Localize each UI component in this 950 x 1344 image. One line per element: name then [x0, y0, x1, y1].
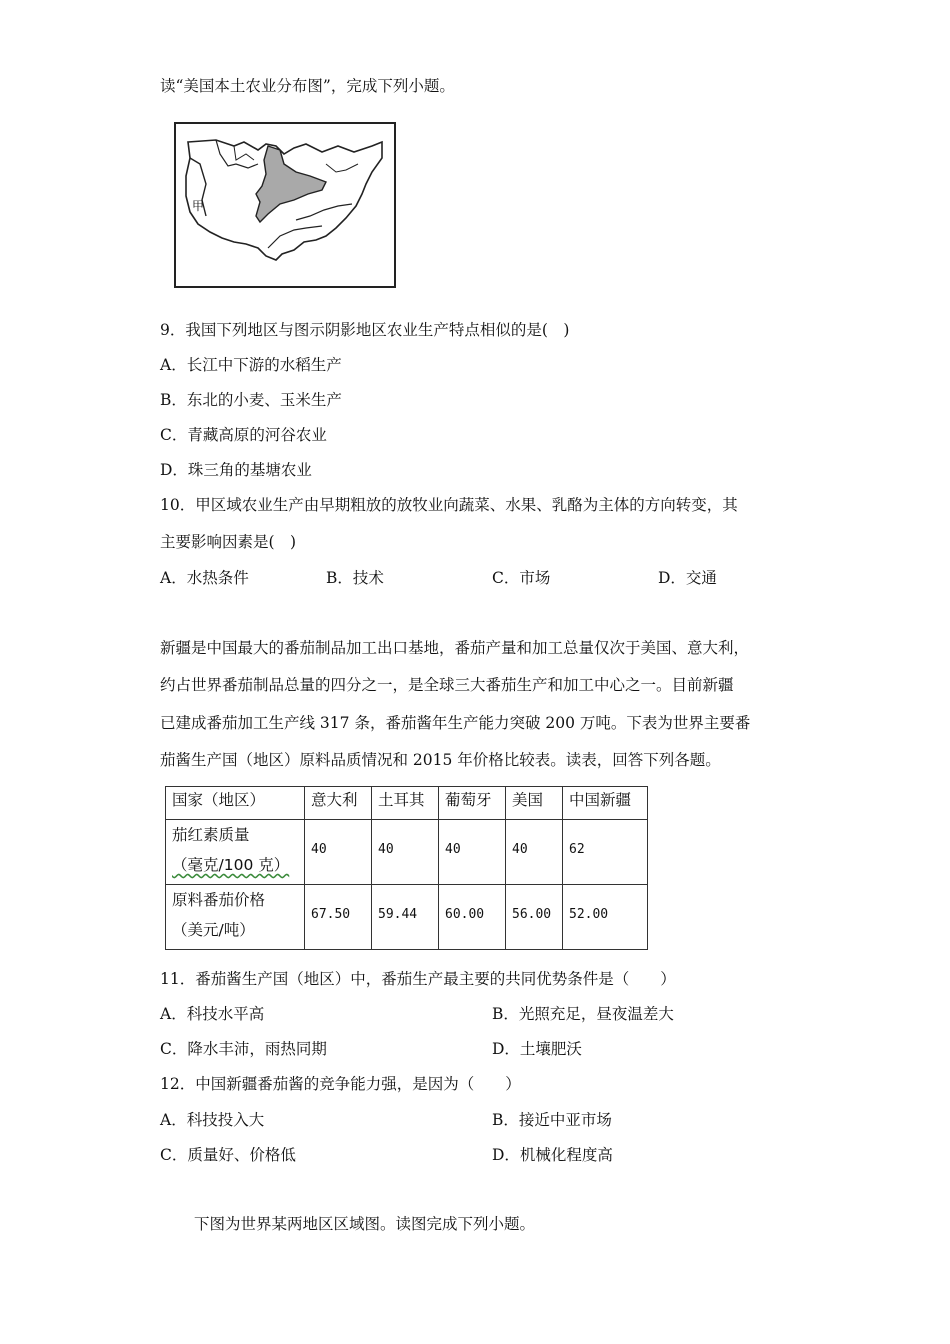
intro-text-2: 下图为世界某两地区区域图。读图完成下列小题。 — [194, 1215, 536, 1233]
q10-stem-line1: 10．甲区域农业生产由早期粗放的放牧业向蔬菜、水果、乳酪为主体的方向转变，其 — [160, 496, 738, 514]
cell-value: 60.00 — [445, 907, 485, 922]
q9-option-b[interactable]: B．东北的小麦、玉米生产 — [160, 391, 342, 409]
passage-line-4: 茄酱生产国（地区）原料品质情况和 2015 年价格比较表。读表，回答下列各题。 — [160, 751, 721, 769]
us-agriculture-map — [174, 122, 396, 288]
row-label-line: （毫克/100 克） — [172, 856, 290, 874]
passage-line-1: 新疆是中国最大的番茄制品加工出口基地，番茄产量和加工总量仅次于美国、意大利， — [160, 639, 750, 657]
q11-option-d[interactable]: D．土壤肥沃 — [492, 1040, 582, 1058]
cell-value: 52.00 — [569, 907, 609, 922]
q11-option-c[interactable]: C．降水丰沛，雨热同期 — [160, 1040, 327, 1058]
table-cell — [563, 820, 648, 885]
q11-stem: 11．番茄酱生产国（地区）中，番茄生产最主要的共同优势条件是（ ） — [160, 970, 676, 988]
cell-value: 62 — [569, 842, 585, 857]
cell-value: 40 — [311, 842, 327, 857]
table-cell — [563, 885, 648, 950]
q10-option-b[interactable]: B．技术 — [326, 569, 384, 587]
table-cell — [439, 820, 506, 885]
cell-value: 56.00 — [512, 907, 552, 922]
q10-option-a[interactable]: A．水热条件 — [160, 569, 249, 587]
q9-option-c[interactable]: C．青藏高原的河谷农业 — [160, 426, 327, 444]
table-row — [166, 820, 648, 885]
table-cell — [305, 885, 372, 950]
table-row — [166, 885, 648, 950]
table-header-cell: 意大利 — [305, 787, 372, 820]
intro-text: 读“美国本土农业分布图”，完成下列小题。 — [160, 77, 455, 95]
q12-stem: 12．中国新疆番茄酱的竞争能力强，是因为（ ） — [160, 1075, 521, 1093]
passage-line-3: 已建成番茄加工生产线 317 条，番茄酱年生产能力突破 200 万吨。下表为世界主要番 — [160, 714, 751, 732]
cell-value: 40 — [445, 842, 461, 857]
table-cell — [305, 820, 372, 885]
cell-value: 40 — [512, 842, 528, 857]
row-label-line: 原料番茄价格 — [172, 891, 266, 909]
q9-option-d[interactable]: D．珠三角的基塘农业 — [160, 461, 312, 479]
shaded-region — [256, 146, 326, 222]
q11-option-b[interactable]: B．光照充足，昼夜温差大 — [492, 1005, 674, 1023]
q11-option-a[interactable]: A．科技水平高 — [160, 1005, 265, 1023]
passage-line-2: 约占世界番茄制品总量的四分之一，是全球三大番茄生产和加工中心之一。目前新疆 — [160, 676, 734, 694]
q10-option-c[interactable]: C．市场 — [492, 569, 551, 587]
table-header-cell: 土耳其 — [372, 787, 439, 820]
region-label: 甲 — [192, 199, 205, 213]
q9-option-a[interactable]: A．长江中下游的水稻生产 — [160, 356, 342, 374]
q12-option-a[interactable]: A．科技投入大 — [160, 1111, 265, 1129]
q12-option-c[interactable]: C．质量好、价格低 — [160, 1146, 296, 1164]
cell-value: 67.50 — [311, 907, 351, 922]
table-cell — [372, 820, 439, 885]
us-map-figure — [176, 124, 394, 286]
table-header-cell: 中国新疆 — [563, 787, 648, 820]
q9-stem: 9．我国下列地区与图示阴影地区农业生产特点相似的是( ) — [160, 321, 570, 339]
cell-value: 59.44 — [378, 907, 418, 922]
row-label-line: （美元/吨） — [172, 921, 255, 939]
row-label — [166, 820, 305, 885]
table-cell — [439, 885, 506, 950]
tomato-comparison-table — [165, 786, 648, 950]
q12-option-d[interactable]: D．机械化程度高 — [492, 1146, 613, 1164]
table-cell — [506, 885, 563, 950]
table-header-row — [166, 787, 648, 820]
table-header-cell: 葡萄牙 — [439, 787, 506, 820]
table-header-cell: 国家（地区） — [166, 787, 305, 820]
q12-option-b[interactable]: B．接近中亚市场 — [492, 1111, 612, 1129]
row-label-line: 茄红素质量 — [172, 826, 250, 844]
row-label — [166, 885, 305, 950]
q10-option-d[interactable]: D．交通 — [658, 569, 717, 587]
q10-stem-line2: 主要影响因素是( ) — [160, 533, 297, 551]
table-header-cell: 美国 — [506, 787, 563, 820]
table-cell — [506, 820, 563, 885]
table-cell — [372, 885, 439, 950]
cell-value: 40 — [378, 842, 394, 857]
